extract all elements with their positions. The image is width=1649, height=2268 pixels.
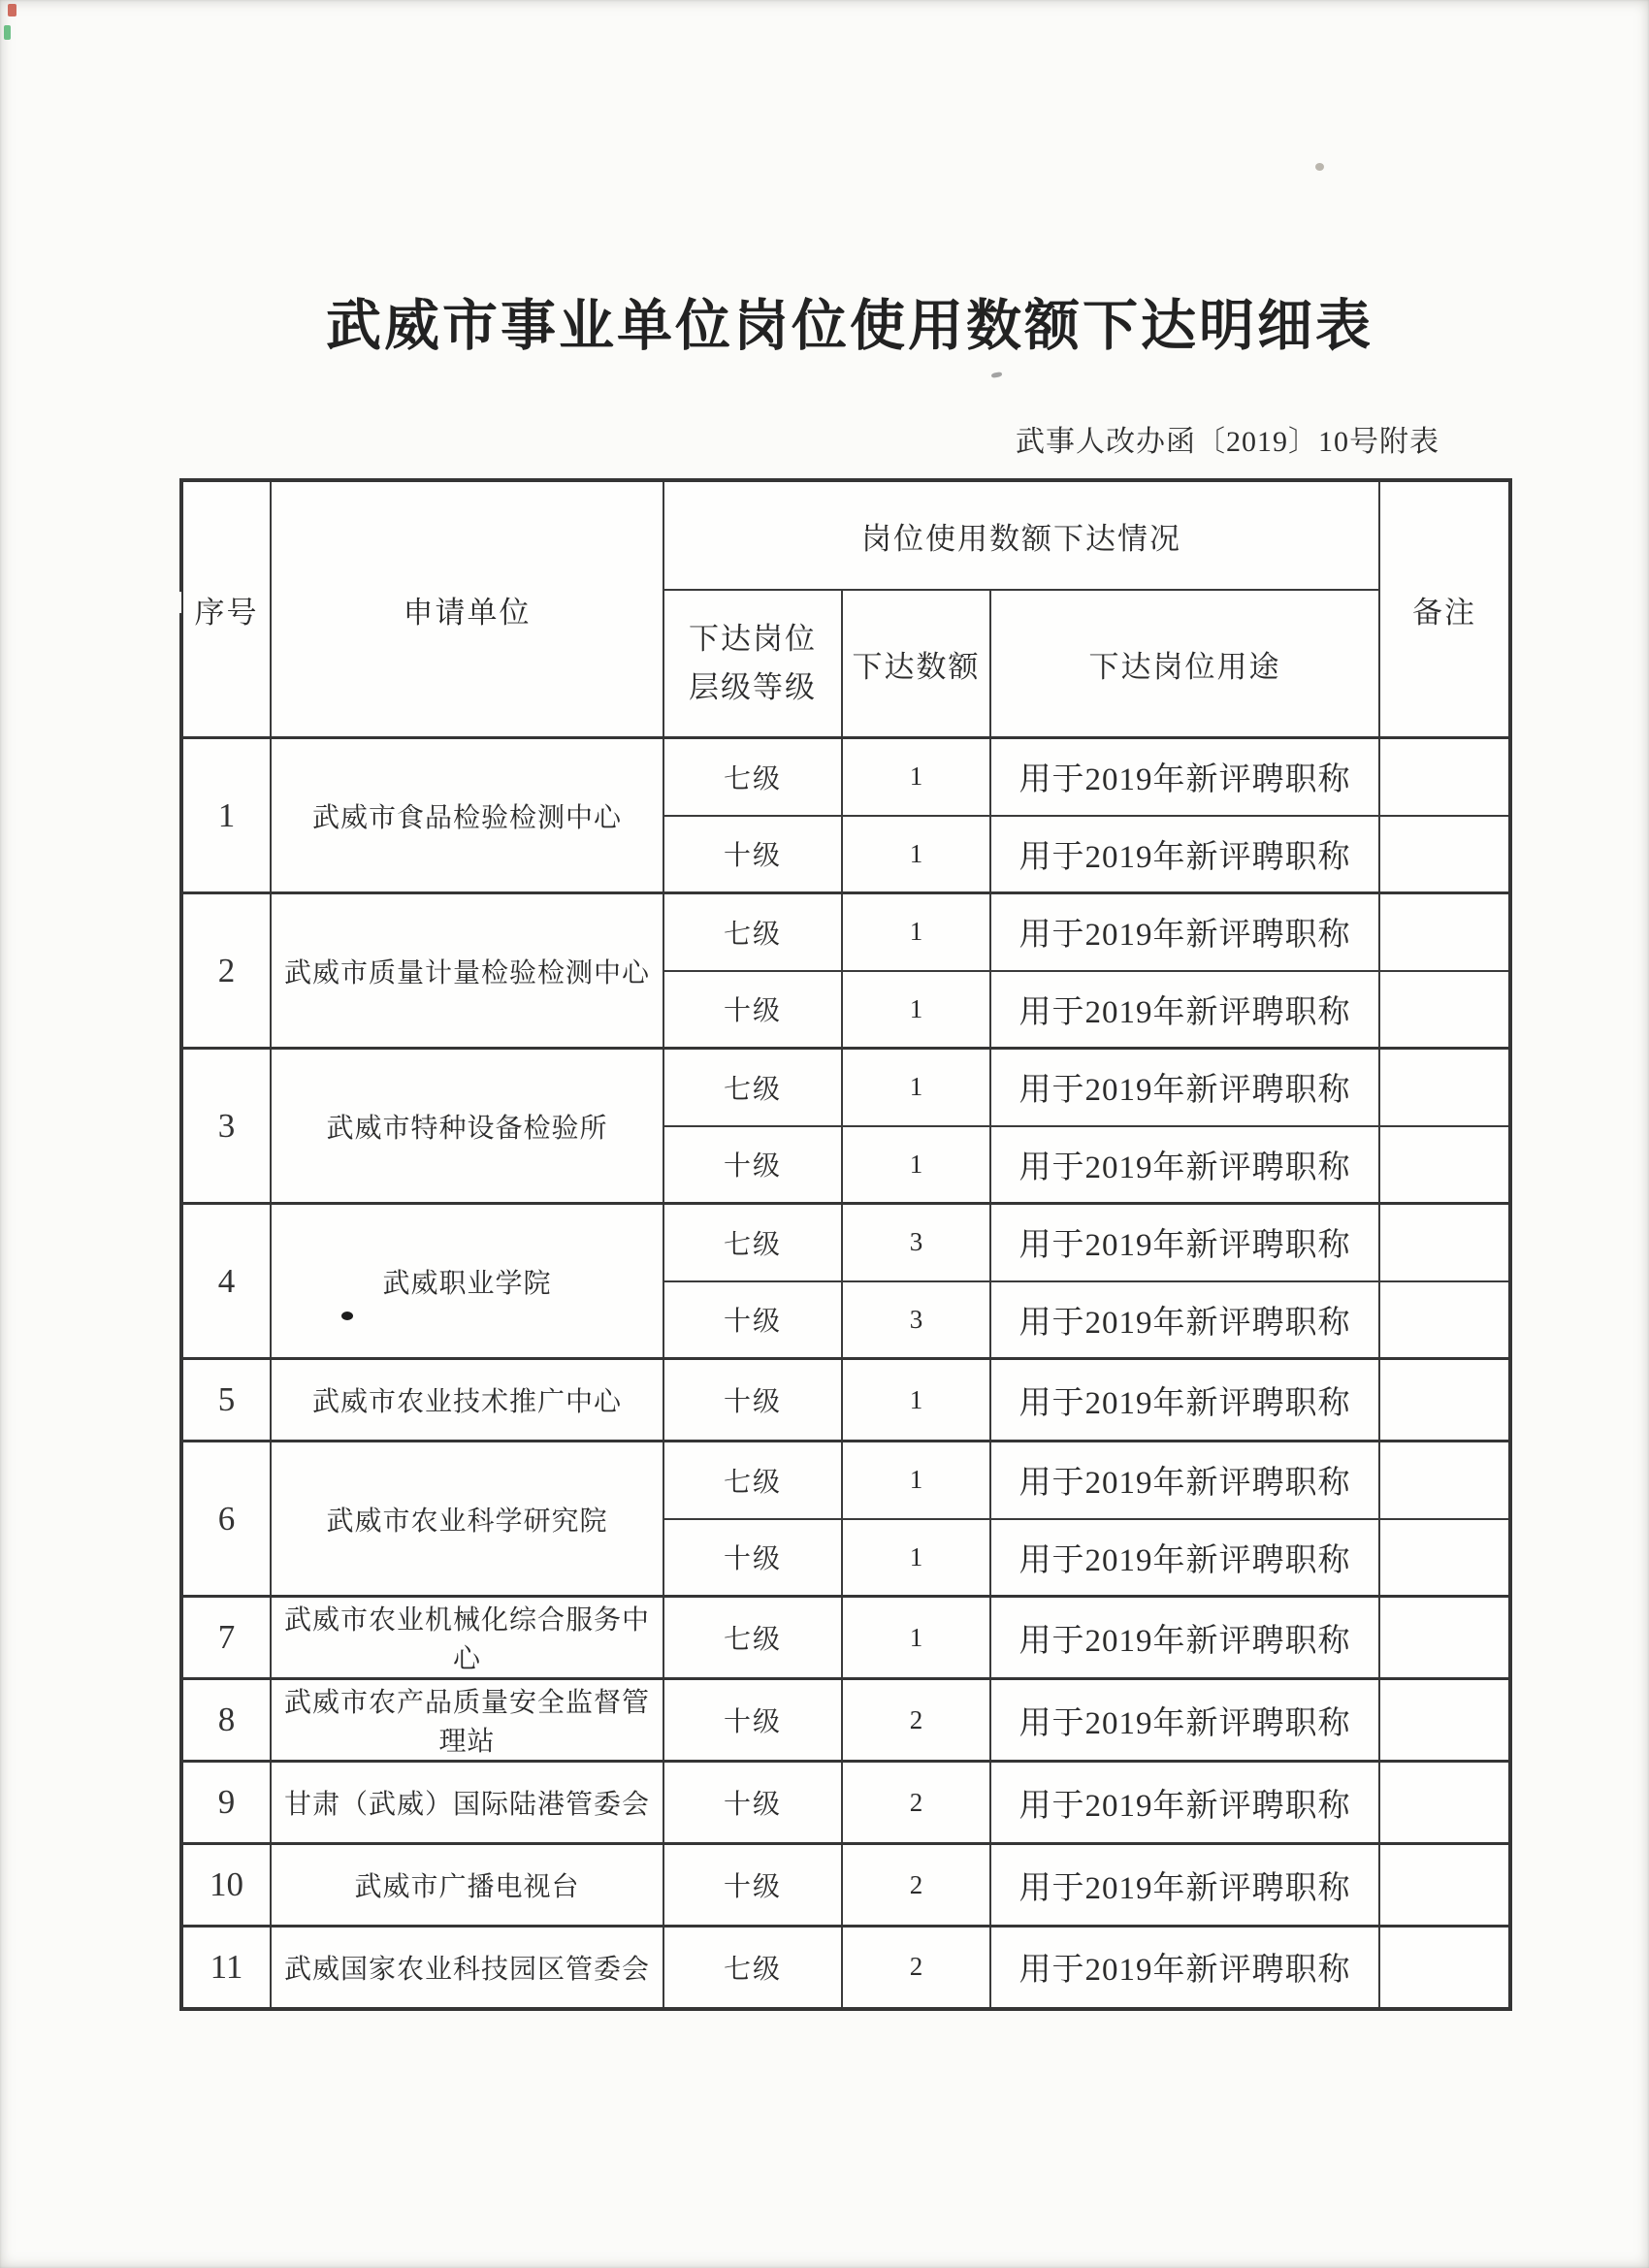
cell-remark: [1379, 1597, 1510, 1679]
header-remark: 备注: [1379, 480, 1510, 738]
table-row: [181, 1442, 1510, 1519]
header-level: 下达岗位层级等级: [663, 590, 842, 738]
cell-remark: [1379, 893, 1510, 971]
cell-position-purpose: 用于2019年新评聘职称: [990, 1679, 1379, 1762]
table-row: [181, 1049, 1510, 1126]
cell-allocated-amount: 2: [842, 1679, 990, 1762]
row-unit-name: 武威市农业科学研究院: [271, 1442, 663, 1597]
row-unit-name: 武威职业学院: [271, 1204, 663, 1359]
cell-position-level: 七级: [663, 1597, 842, 1679]
cell-position-level: 七级: [663, 1927, 842, 2009]
cell-position-level: 七级: [663, 893, 842, 971]
cell-position-purpose: 用于2019年新评聘职称: [990, 1359, 1379, 1442]
cell-position-purpose: 用于2019年新评聘职称: [990, 1519, 1379, 1597]
table-row: [181, 738, 1510, 816]
cell-remark: [1379, 1679, 1510, 1762]
quota-table: [179, 478, 1512, 2011]
cell-position-level: 七级: [663, 738, 842, 816]
cell-allocated-amount: 1: [842, 1359, 990, 1442]
cell-allocated-amount: 1: [842, 893, 990, 971]
row-index: 10: [181, 1844, 271, 1927]
cell-position-purpose: 用于2019年新评聘职称: [990, 1126, 1379, 1204]
cell-position-purpose: 用于2019年新评聘职称: [990, 816, 1379, 893]
cell-remark: [1379, 1927, 1510, 2009]
scan-artifact-gray-dot: [1315, 163, 1324, 171]
cell-position-level: 十级: [663, 816, 842, 893]
cell-position-level: 十级: [663, 1281, 842, 1359]
cell-position-level: 十级: [663, 1359, 842, 1442]
cell-remark: [1379, 1442, 1510, 1519]
cell-remark: [1379, 1359, 1510, 1442]
row-index: 7: [181, 1597, 271, 1679]
cell-remark: [1379, 1049, 1510, 1126]
cell-position-level: 十级: [663, 1126, 842, 1204]
table-row: [181, 1204, 1510, 1281]
cell-position-level: 十级: [663, 1844, 842, 1927]
cell-position-purpose: 用于2019年新评聘职称: [990, 893, 1379, 971]
cell-position-purpose: 用于2019年新评聘职称: [990, 738, 1379, 816]
row-unit-name: 武威市质量计量检验检测中心: [271, 893, 663, 1049]
cell-position-level: 七级: [663, 1442, 842, 1519]
table-row: [181, 1762, 1510, 1844]
cell-position-level: 十级: [663, 971, 842, 1049]
cell-remark: [1379, 1281, 1510, 1359]
cell-remark: [1379, 1126, 1510, 1204]
table-header: [181, 480, 1510, 738]
cell-allocated-amount: 2: [842, 1762, 990, 1844]
row-index: 2: [181, 893, 271, 1049]
cell-position-level: 十级: [663, 1519, 842, 1597]
cell-position-purpose: 用于2019年新评聘职称: [990, 1762, 1379, 1844]
row-index: 5: [181, 1359, 271, 1442]
row-unit-name: 武威市农业技术推广中心: [271, 1359, 663, 1442]
row-index: 4: [181, 1204, 271, 1359]
scan-artifact-tick-mark: [991, 372, 1003, 378]
cell-position-level: 七级: [663, 1049, 842, 1126]
table-row: [181, 1844, 1510, 1927]
header-index: 序号: [181, 480, 271, 738]
cell-position-purpose: 用于2019年新评聘职称: [990, 1927, 1379, 2009]
document-reference-label: 武事人改办函〔2019〕10号附表: [1016, 426, 1439, 458]
cell-allocated-amount: 1: [842, 1519, 990, 1597]
row-unit-name: 武威市特种设备检验所: [271, 1049, 663, 1204]
cell-position-level: 十级: [663, 1762, 842, 1844]
cell-position-purpose: 用于2019年新评聘职称: [990, 1049, 1379, 1126]
cell-allocated-amount: 2: [842, 1927, 990, 2009]
table-row: [181, 893, 1510, 971]
row-index: 8: [181, 1679, 271, 1762]
row-unit-name: 甘肃（武威）国际陆港管委会: [271, 1762, 663, 1844]
table-row: [181, 1597, 1510, 1679]
cell-remark: [1379, 1519, 1510, 1597]
cell-position-purpose: 用于2019年新评聘职称: [990, 1442, 1379, 1519]
row-index: 6: [181, 1442, 271, 1597]
cell-allocated-amount: 3: [842, 1204, 990, 1281]
header-purpose: 下达岗位用途: [990, 590, 1379, 738]
row-index: 3: [181, 1049, 271, 1204]
cell-remark: [1379, 1762, 1510, 1844]
scan-artifact-red-mark: [8, 4, 16, 16]
table-row: [181, 1927, 1510, 2009]
cell-allocated-amount: 1: [842, 816, 990, 893]
cell-allocated-amount: 1: [842, 971, 990, 1049]
header-amount: 下达数额: [842, 590, 990, 738]
cell-position-purpose: 用于2019年新评聘职称: [990, 1281, 1379, 1359]
cell-allocated-amount: 3: [842, 1281, 990, 1359]
table-body: [181, 738, 1510, 2009]
header-row-top: [181, 480, 1510, 590]
header-allocation-group: 岗位使用数额下达情况: [663, 480, 1379, 590]
cell-remark: [1379, 1204, 1510, 1281]
cell-allocated-amount: 1: [842, 738, 990, 816]
cell-remark: [1379, 1844, 1510, 1927]
cell-remark: [1379, 971, 1510, 1049]
document-title: 武威市事业单位岗位使用数额下达明细表: [326, 296, 1374, 357]
cell-position-purpose: 用于2019年新评聘职称: [990, 971, 1379, 1049]
cell-allocated-amount: 1: [842, 1126, 990, 1204]
cell-allocated-amount: 1: [842, 1442, 990, 1519]
row-unit-name: 武威市农产品质量安全监督管理站: [271, 1679, 663, 1762]
row-index: 11: [181, 1927, 271, 2009]
row-unit-name: 武威市农业机械化综合服务中心: [271, 1597, 663, 1679]
header-unit: 申请单位: [271, 480, 663, 738]
cell-allocated-amount: 1: [842, 1597, 990, 1679]
cell-remark: [1379, 738, 1510, 816]
cell-position-purpose: 用于2019年新评聘职称: [990, 1204, 1379, 1281]
row-index: 9: [181, 1762, 271, 1844]
row-index: 1: [181, 738, 271, 893]
cell-position-purpose: 用于2019年新评聘职称: [990, 1597, 1379, 1679]
cell-position-level: 七级: [663, 1204, 842, 1281]
cell-remark: [1379, 816, 1510, 893]
row-unit-name: 武威国家农业科技园区管委会: [271, 1927, 663, 2009]
row-unit-name: 武威市广播电视台: [271, 1844, 663, 1927]
cell-allocated-amount: 2: [842, 1844, 990, 1927]
table-row: [181, 1679, 1510, 1762]
cell-allocated-amount: 1: [842, 1049, 990, 1126]
cell-position-purpose: 用于2019年新评聘职称: [990, 1844, 1379, 1927]
cell-position-level: 十级: [663, 1679, 842, 1762]
scan-artifact-green-mark: [4, 25, 11, 40]
row-unit-name: 武威市食品检验检测中心: [271, 738, 663, 893]
table-row: [181, 1359, 1510, 1442]
